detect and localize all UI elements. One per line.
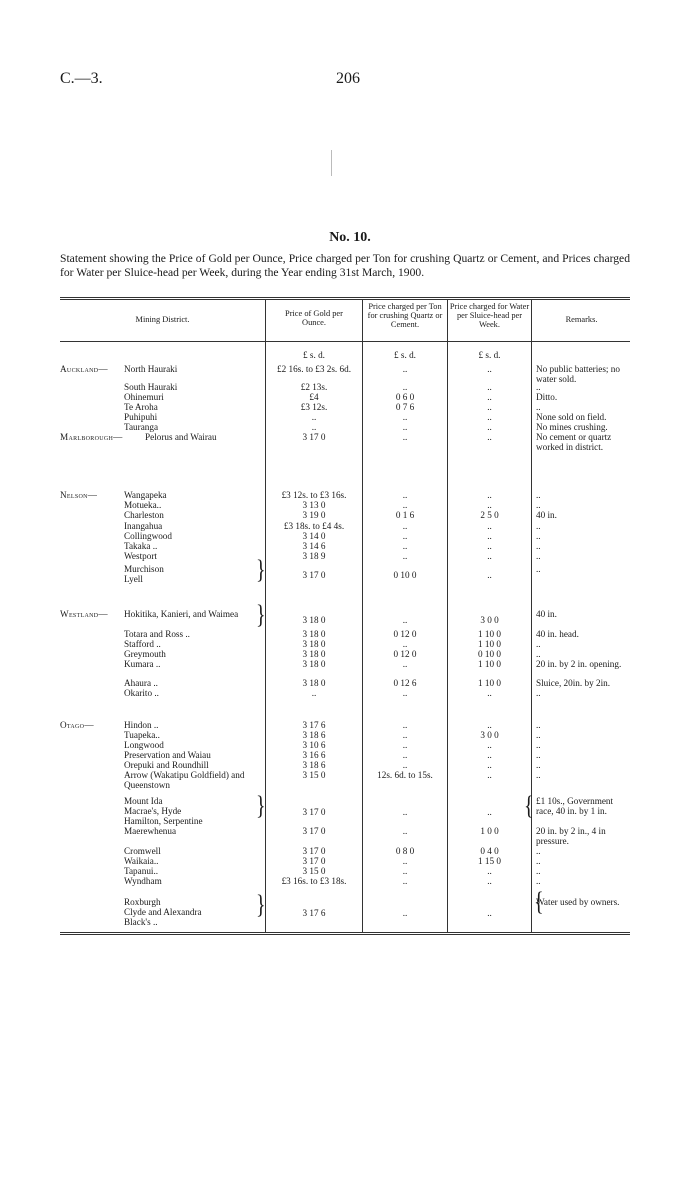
water-price: 3 0 0 [480,615,499,625]
district-name: Maerewhenua [124,826,177,836]
water-price: .. [487,422,492,432]
water-price: .. [487,876,492,886]
district-name: Longwood [124,740,164,750]
brace-mount-ida: } [256,791,266,821]
district-name: Arrow (Wakatipu Goldfield) and Queenstown [124,770,245,790]
water-price: 1 10 0 [478,629,501,639]
remarks: .. [536,846,541,856]
crushing-price: .. [402,551,408,561]
district-name: Charleston [124,510,164,520]
district-name: Murchison Lyell [124,564,164,584]
region-label: Marlborough— [60,432,123,442]
district-name: Ahaura .. [124,678,158,688]
water-price: 1 10 0 [478,678,501,688]
remarks: .. [536,770,541,780]
remarks: No cement or quartz worked in district. [536,432,612,452]
district-name: Tuapeka.. [124,730,160,740]
gold-price: 3 18 6 [302,760,326,770]
district-name: Stafford .. [124,639,161,649]
district-name: South Hauraki [124,382,178,392]
remarks: .. [536,402,541,412]
gold-price: 3 19 0 [302,510,326,520]
remarks: Ditto. [536,392,558,402]
header-rule [60,341,630,342]
water-price: .. [487,531,492,541]
gold-price: £2 13s. [300,382,328,392]
gold-price: 3 17 6 [302,720,326,730]
gold-price: 3 18 0 [302,659,326,669]
gold-price: 3 18 0 [302,678,326,688]
crushing-price: .. [402,826,408,836]
district-name: Te Aroha [124,402,158,412]
crushing-price: 0 1 6 [395,510,415,520]
region-label: Nelson— [60,490,98,500]
water-price: 0 10 0 [478,649,501,659]
district-name: Orepuki and Roundhill [124,760,209,770]
district-name: Okarito .. [124,688,159,698]
crushing-price: .. [402,659,408,669]
crushing-price: .. [402,856,408,866]
district-name: Tapanui.. [124,866,159,876]
remarks: .. [536,551,541,561]
region-label: Otago— [60,720,94,730]
gold-price: 3 17 0 [302,432,326,442]
district-name: Cromwell [124,846,161,856]
district-name: Totara and Ross .. [124,629,190,639]
gold-price: .. [311,412,317,422]
remarks: No public batteries; no water sold. [536,364,620,384]
gold-price: 3 15 0 [302,770,326,780]
water-price: .. [487,807,492,817]
gold-price: 3 17 0 [302,856,326,866]
remarks: £1 10s., Government race, 40 in. by 1 in. [536,796,614,816]
crushing-price: .. [402,866,408,876]
crushing-price: .. [402,876,408,886]
crushing-price: .. [402,807,408,817]
gold-price: 3 17 0 [302,807,326,817]
gold-price: £3 12s. to £3 16s. [281,490,347,500]
crushing-price: .. [402,720,408,730]
brace-roxburgh: } [256,890,266,920]
district-name: Ohinemuri [124,392,164,402]
remarks: .. [536,500,541,510]
remarks: .. [536,521,541,531]
remarks: .. [536,760,541,770]
remarks: .. [536,382,541,392]
crushing-price: 0 6 0 [395,392,415,402]
unit-gold: £ s. d. [303,350,325,360]
crushing-price: .. [402,521,408,531]
crushing-price: 0 7 6 [395,402,415,412]
crushing-price: .. [402,490,408,500]
water-price: 1 10 0 [478,659,501,669]
crushing-price: .. [402,639,408,649]
header-gold: Price of Gold per Ounce. [285,309,343,327]
remarks: None sold on field. [536,412,607,422]
gold-price: 3 17 0 [302,570,326,580]
water-price: .. [487,402,492,412]
remarks: .. [536,639,541,649]
water-price: .. [487,770,492,780]
brace-murchison: } [256,555,266,585]
gold-price: 3 14 0 [302,531,326,541]
remarks: .. [536,688,541,698]
margin-mark [331,150,332,176]
gold-price: £3 12s. [300,402,328,412]
crushing-price: 0 10 0 [393,570,417,580]
header-district: Mining District. [135,315,190,324]
gold-price: £3 18s. to £4 4s. [283,521,345,531]
district-name: Wyndham [124,876,162,886]
gold-price: 3 17 0 [302,826,326,836]
crushing-price: .. [402,908,408,918]
district-name: Roxburgh Clyde and Alexandra Black's .. [124,897,202,927]
header-water: Price charged for Water per Sluice-head per Week. [449,302,530,329]
water-price: .. [487,490,492,500]
water-price: .. [487,740,492,750]
remarks: .. [536,649,541,659]
region-label: Auckland— [60,364,108,374]
water-price: .. [487,541,492,551]
remarks: .. [536,730,541,740]
remarks: Water used by owners. [536,897,620,907]
district-name: Greymouth [124,649,166,659]
remarks: 40 in. [536,510,557,520]
table-title: Statement showing the Price of Gold per Ounce, Price charged per Ton for crushing Quartz or Cement, and Prices charged for Water per Sluice-head per Week, during the Year ending 31st March, 1900. [60,252,630,279]
crushing-price: .. [402,432,408,442]
water-price: 0 4 0 [480,846,499,856]
crushing-price: .. [402,760,408,770]
gold-price: 3 17 6 [302,908,326,918]
crushing-price: .. [402,740,408,750]
water-price: .. [487,720,492,730]
brace-hokitika: } [256,600,266,630]
brace-remarks-owners: { [534,887,544,917]
gold-price: .. [311,688,317,698]
remarks: .. [536,541,541,551]
gold-price: 3 18 9 [302,551,326,561]
remarks: .. [536,531,541,541]
district-name: Waikaia.. [124,856,159,866]
district-name: Westport [124,551,157,561]
gold-price: .. [311,422,317,432]
water-price: .. [487,760,492,770]
water-price: .. [487,521,492,531]
remarks: Sluice, 20in. by 2in. [536,678,611,688]
district-name: Puhipuhi [124,412,158,422]
water-price: 3 0 0 [480,730,499,740]
crushing-price: .. [402,750,408,760]
remarks: No mines crushing. [536,422,608,432]
water-price: .. [487,688,492,698]
crushing-price: 0 12 6 [393,678,417,688]
district-name: Collingwood [124,531,172,541]
district-name: Wangapeka [124,490,167,500]
water-price: 1 15 0 [478,856,501,866]
water-price: .. [487,392,492,402]
gold-price: 3 10 6 [302,740,326,750]
district-name: Motueka.. [124,500,162,510]
water-price: 1 10 0 [478,639,501,649]
header-remarks: Remarks. [565,315,598,324]
crushing-price: .. [402,730,408,740]
water-price: .. [487,750,492,760]
water-price: .. [487,432,492,442]
water-price: 1 0 0 [480,826,499,836]
gold-price: 3 16 6 [302,750,326,760]
region-label: Westland— [60,609,108,619]
remarks: .. [536,750,541,760]
remarks: .. [536,876,541,886]
unit-crushing: £ s. d. [394,350,416,360]
crushing-price: .. [402,364,408,374]
remarks: .. [536,720,541,730]
water-price: .. [487,382,492,392]
water-price: .. [487,866,492,876]
crushing-price: .. [402,688,408,698]
remarks: 40 in. head. [536,629,579,639]
col-divider-4 [531,299,532,932]
district-name: Preservation and Waiau [124,750,211,760]
remarks: 20 in. by 2 in., 4 in pressure. [536,826,606,846]
district-name: Mount Ida Macrae's, Hyde Hamilton, Serpentine [124,796,203,826]
gold-price: £4 [309,392,319,402]
gold-price: £2 16s. to £3 2s. 6d. [276,364,352,374]
remarks: 40 in. [536,609,557,619]
water-price: .. [487,364,492,374]
water-price: 2 5 0 [480,510,499,520]
header-crushing: Price charged per Ton for crushing Quartz or Cement. [367,302,443,329]
document-reference: C.—3. [60,70,103,87]
gold-price: 3 18 0 [302,629,326,639]
gold-price: 3 17 0 [302,846,326,856]
gold-price: £3 16s. to £3 18s. [281,876,347,886]
water-price: .. [487,500,492,510]
district-name: North Hauraki [124,364,178,374]
water-price: .. [487,908,492,918]
district-name: Inangahua [124,521,163,531]
gold-price: 3 15 0 [302,866,326,876]
gold-price: 3 14 6 [302,541,326,551]
water-price: .. [487,551,492,561]
district-name: Pelorus and Wairau [145,432,217,442]
district-name: Hokitika, Kanieri, and Waimea [124,609,239,619]
remarks: 20 in. by 2 in. opening. [536,659,622,669]
crushing-price: .. [402,531,408,541]
remarks: .. [536,490,541,500]
crushing-price: .. [402,541,408,551]
gold-price: 3 18 0 [302,615,326,625]
crushing-price: 0 8 0 [395,846,415,856]
table-bottom-rule [60,932,630,935]
table-number: No. 10. [329,230,371,245]
crushing-price: .. [402,422,408,432]
remarks: .. [536,564,541,574]
crushing-price: 12s. 6d. to 15s. [377,770,433,780]
crushing-price: .. [402,615,408,625]
gold-price: 3 13 0 [302,500,326,510]
district-name: Takaka .. [124,541,158,551]
gold-price: 3 18 0 [302,639,326,649]
crushing-price: .. [402,500,408,510]
district-name: Hindon .. [124,720,159,730]
unit-water: £ s. d. [478,350,501,360]
crushing-price: .. [402,382,408,392]
crushing-price: 0 12 0 [393,629,417,639]
district-name: Tauranga [124,422,159,432]
remarks: .. [536,866,541,876]
crushing-price: .. [402,412,408,422]
gold-price: 3 18 6 [302,730,326,740]
district-name: Kumara .. [124,659,161,669]
page-number: 206 [336,70,360,87]
remarks: .. [536,740,541,750]
water-price: .. [487,570,492,580]
crushing-price: 0 12 0 [393,649,417,659]
brace-remarks-govt: { [524,791,534,821]
gold-price: 3 18 0 [302,649,326,659]
water-price: .. [487,412,492,422]
remarks: .. [536,856,541,866]
table-top-rule [60,297,630,300]
